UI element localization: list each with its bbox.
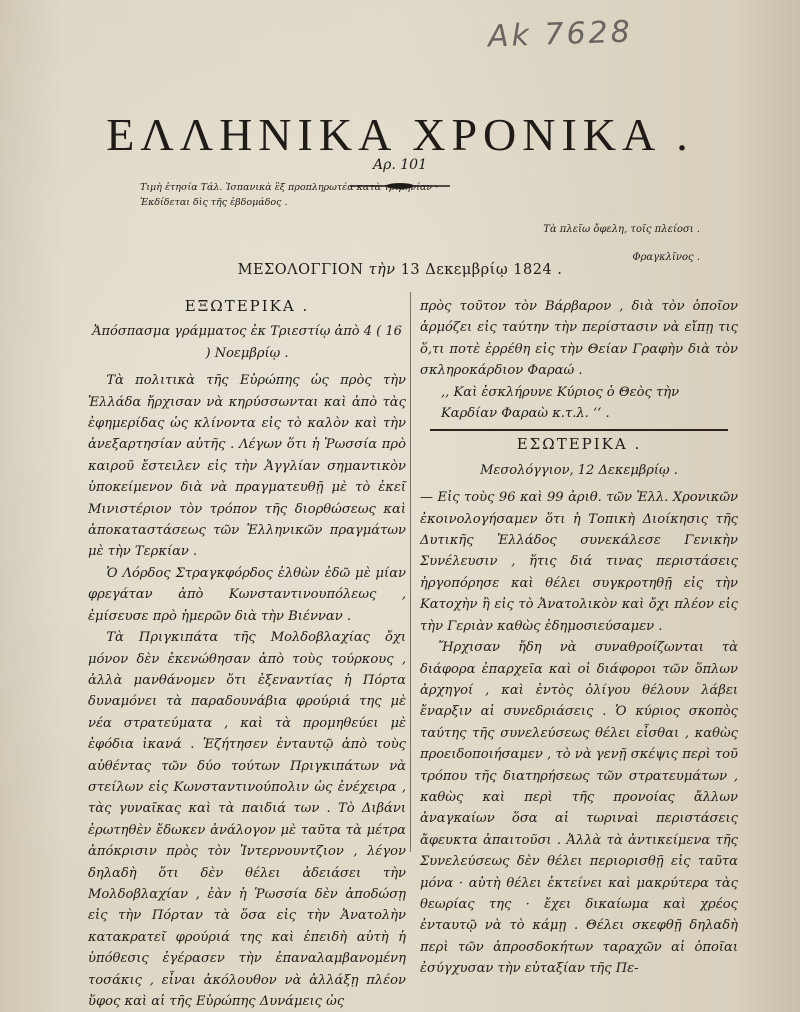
section-subtitle-domestic: Μεσολόγγιον, 12 Δεκεμβρίῳ . [480,462,678,478]
motto-text: Τὰ πλεῖω ὄφελη, τοῖς πλείοσι . [543,224,700,235]
dateline-date: 13 Δεκεμβρίῳ 1824 . [400,262,563,278]
column-divider [410,292,411,852]
dateline-place: ΜΕΣΟΛΟΓΓΙΟΝ [237,262,364,278]
subscription-notice: Τιμὴ ἐτησία Τάλ. Ἰσπανικὰ ἓξ προπληρωτέα κατὰ τριμηνίαν · Ἐκδίδεται δὶς τῆς ἑβδομάδος . [140,182,439,208]
article-paragraph: Ὁ Λόρδος Στραγκφόρδος ἐλθὼν ἐδῶ μὲ μίαν φρεγάταν ἀπὸ Κωνσταντινουπόλεως , ἐμίσευσε πρὸ ἡμερῶν διὰ τὴν Βιένναν . [88,565,406,624]
masthead-title: ΕΛΛΗΝΙΚΑ ΧΡΟΝΙΚΑ . [106,109,694,160]
article-paragraph: Τὰ Πριγκιπάτα τῆς Μολδοβλαχίας ὄχι μόνον δὲν ἐκενώθησαν ἀπὸ τοὺς τούρκους , ἀλλὰ μανθάνομεν ὅτι ἐξεναντίας ἡ Πόρτα δυναμόνει τὰ παραδουνάβια φρούριά της μὲ νέα στρατεύματα , καὶ τὰ προμηθεύει μὲ ἐφόδια ἱκανά . Ἐζήτησεν ἐνταυτῷ ἀπὸ τοὺς αὐθέντας τῶν δύο τούτων Πριγκιπάτων νὰ στείλων εἰς Κωνσταντινούπολιν ὡς ἐνέχειρα , τὰς γυναῖκας καὶ τὰ παιδιά των . Τὸ Διβάνι ἐρωτηθὲν ἔδωκεν ἀνάλογον μὲ ταῦτα τὰ μέτρα ἀπόκρισιν πρὸς τὸν Ἰντερνουντζιον , λέγον δηλαδὴ ὅτι δὲν θέλει ἀδειάσει τὴν Μολδοβλαχίαν , ἐὰν ἡ Ῥωσσία δὲν ἀποδώσῃ εἰς τὴν Πόρταν τὰ ὅσα εἰς τὴν Ἀνατολὴν κατακρατεῖ φρούριά της καὶ ἐπειδὴ αὐτὴ ἡ ὑπόθεσις ἐγέρασεν τὴν ἐπαναλαμβανομένη τοσάκις , εἶναι ἀκόλουθον νὰ ἀλλάξῃ πλέον ὕφος καὶ αἱ τῆς Εὐρώπης Δυνάμεις ὡς [88,630,406,1009]
scripture-quote: ,, Καὶ ἐσκλήρυνε Κύριος ὁ Θεὸς τὴν Καρδίαν Φαραὼ κ.τ.λ. ‘‘ . [440,384,680,422]
article-paragraph: Τὰ πολιτικὰ τῆς Εὐρώπης ὡς πρὸς τὴν Ἑλλάδα ἤρχισαν νὰ κηρύσσωνται καὶ ἀπὸ τὰς ἐφημερίδας ὡς κλίνοντα εἰς τὸ καλὸν καὶ τὴν ἀνεξαρτησίαν αὐτῆς . Λέγων ὅτι ἡ Ῥωσσία πρὸ καιροῦ ἔστειλεν εἰς τὴν Ἀγγλίαν σημαντικὸν ὑποκείμενον διὰ νὰ πραγματευθῇ μὲ τὸ ἐκεῖ Μινιστέριον τὸν τρόπον τῆς διορθώσεως καὶ ἀποκαταστάσεως τῶν Ἑλληνικῶν πραγμάτων μὲ τὴν Τερκίαν . [88,373,406,560]
dateline-prep: τὴν [368,262,396,278]
dateline [0,262,800,278]
continuation-paragraph: πρὸς τοῦτον τὸν Βάρβαρον , διὰ τὸν ὁποῖον ἁρμόζει εἰς ταύτην τὴν περίστασιν νὰ εἴπῃ τις ὅ,τι ποτὲ ἐρρέθη εἰς τὴν Θείαν Γραφὴν διὰ τὸν σκληροκάρδιον Φαραώ . [420,299,738,379]
article-paragraph: — Εἰς τοὺς 96 καὶ 99 ἀριθ. τῶν Ἑλλ. Χρονικῶν ἐκοινολογήσαμεν ὅτι ἡ Τοπικὴ Διοίκησις τῆς Δυτικῆς Ἑλλάδος συνεκάλεσε Γενικὴν Συνέλευσιν , ἥτις διά τινας περιστάσεις ἠργοπόρησε καὶ θέλει συγκροτηθῇ εἰς τὴν Κατοχὴν ἢ εἰς τὸ Ἀνατολικὸν καὶ ὄχι πλέον εἰς τὴν Γεριὰν καθὼς ἐδημοσιεύσαμεν . [420,490,738,634]
left-column [88,296,406,1012]
issue-number: Αρ. 101 [373,157,427,173]
article-paragraph: Ἤρχισαν ἤδη νὰ συναθροίζωνται τὰ διάφορα ἐπαρχεῖα καὶ οἱ διάφοροι τῶν ὅπλων ἀρχηγοί , καὶ ἐντὸς ὀλίγου θέλουν λάβει ἔναρξιν αἱ συνεδριάσεις . Ὁ κύριος σκοπὸς ταύτης τῆς συνελεύσεως θέλει εἶσθαι , καθὼς προειδοποιήσαμεν , τὸ νὰ γενῇ σκέψις περὶ τοῦ τρόπου τῆς διατηρήσεως τῶν στρατευμάτων , καθὼς καὶ περὶ τῆς προνοίας ἄλλων ἀναγκαίων ὅσα αἱ τωριναὶ περιστάσεις ἄφευκτα ἀπαιτοῦσι . Ἀλλὰ τὰ ἀντικείμενα τῆς Συνελεύσεως δὲν θέλει περιορισθῇ εἰς ταῦτα μόνα · αὐτὴ θέλει ἐκτείνει καὶ μακρύτερα τὰς θεωρίας της · ἔχει δικαίωμα καὶ χρέος ἐνταυτῷ νὰ τὸ κάμῃ . Θέλει σκεφθῇ δηλαδὴ περὶ τῶν ἀπροσδοκήτων ταραχῶν αἱ ὁποῖαι ἐσύγχυσαν τὴν εὐταξίαν τῆς Πε- [420,640,738,977]
motto-author: Φραγκλῖνος . [632,252,700,263]
section-title-foreign: ΕΞΩΤΕΡΙΚΑ . [184,297,310,315]
section-subtitle-foreign: Ἀπόσπασμα γράμματος ἐκ Τριεστίῳ ἀπὸ 4 ( 16 ) Νοεμβρίῳ . [92,324,402,361]
section-title-domestic: ΕΣΩΤΕΡΙΚΑ . [516,435,642,454]
handwritten-catalog-number: Ak 7628 [487,14,634,55]
right-column [420,296,738,980]
section-rule [430,429,728,431]
